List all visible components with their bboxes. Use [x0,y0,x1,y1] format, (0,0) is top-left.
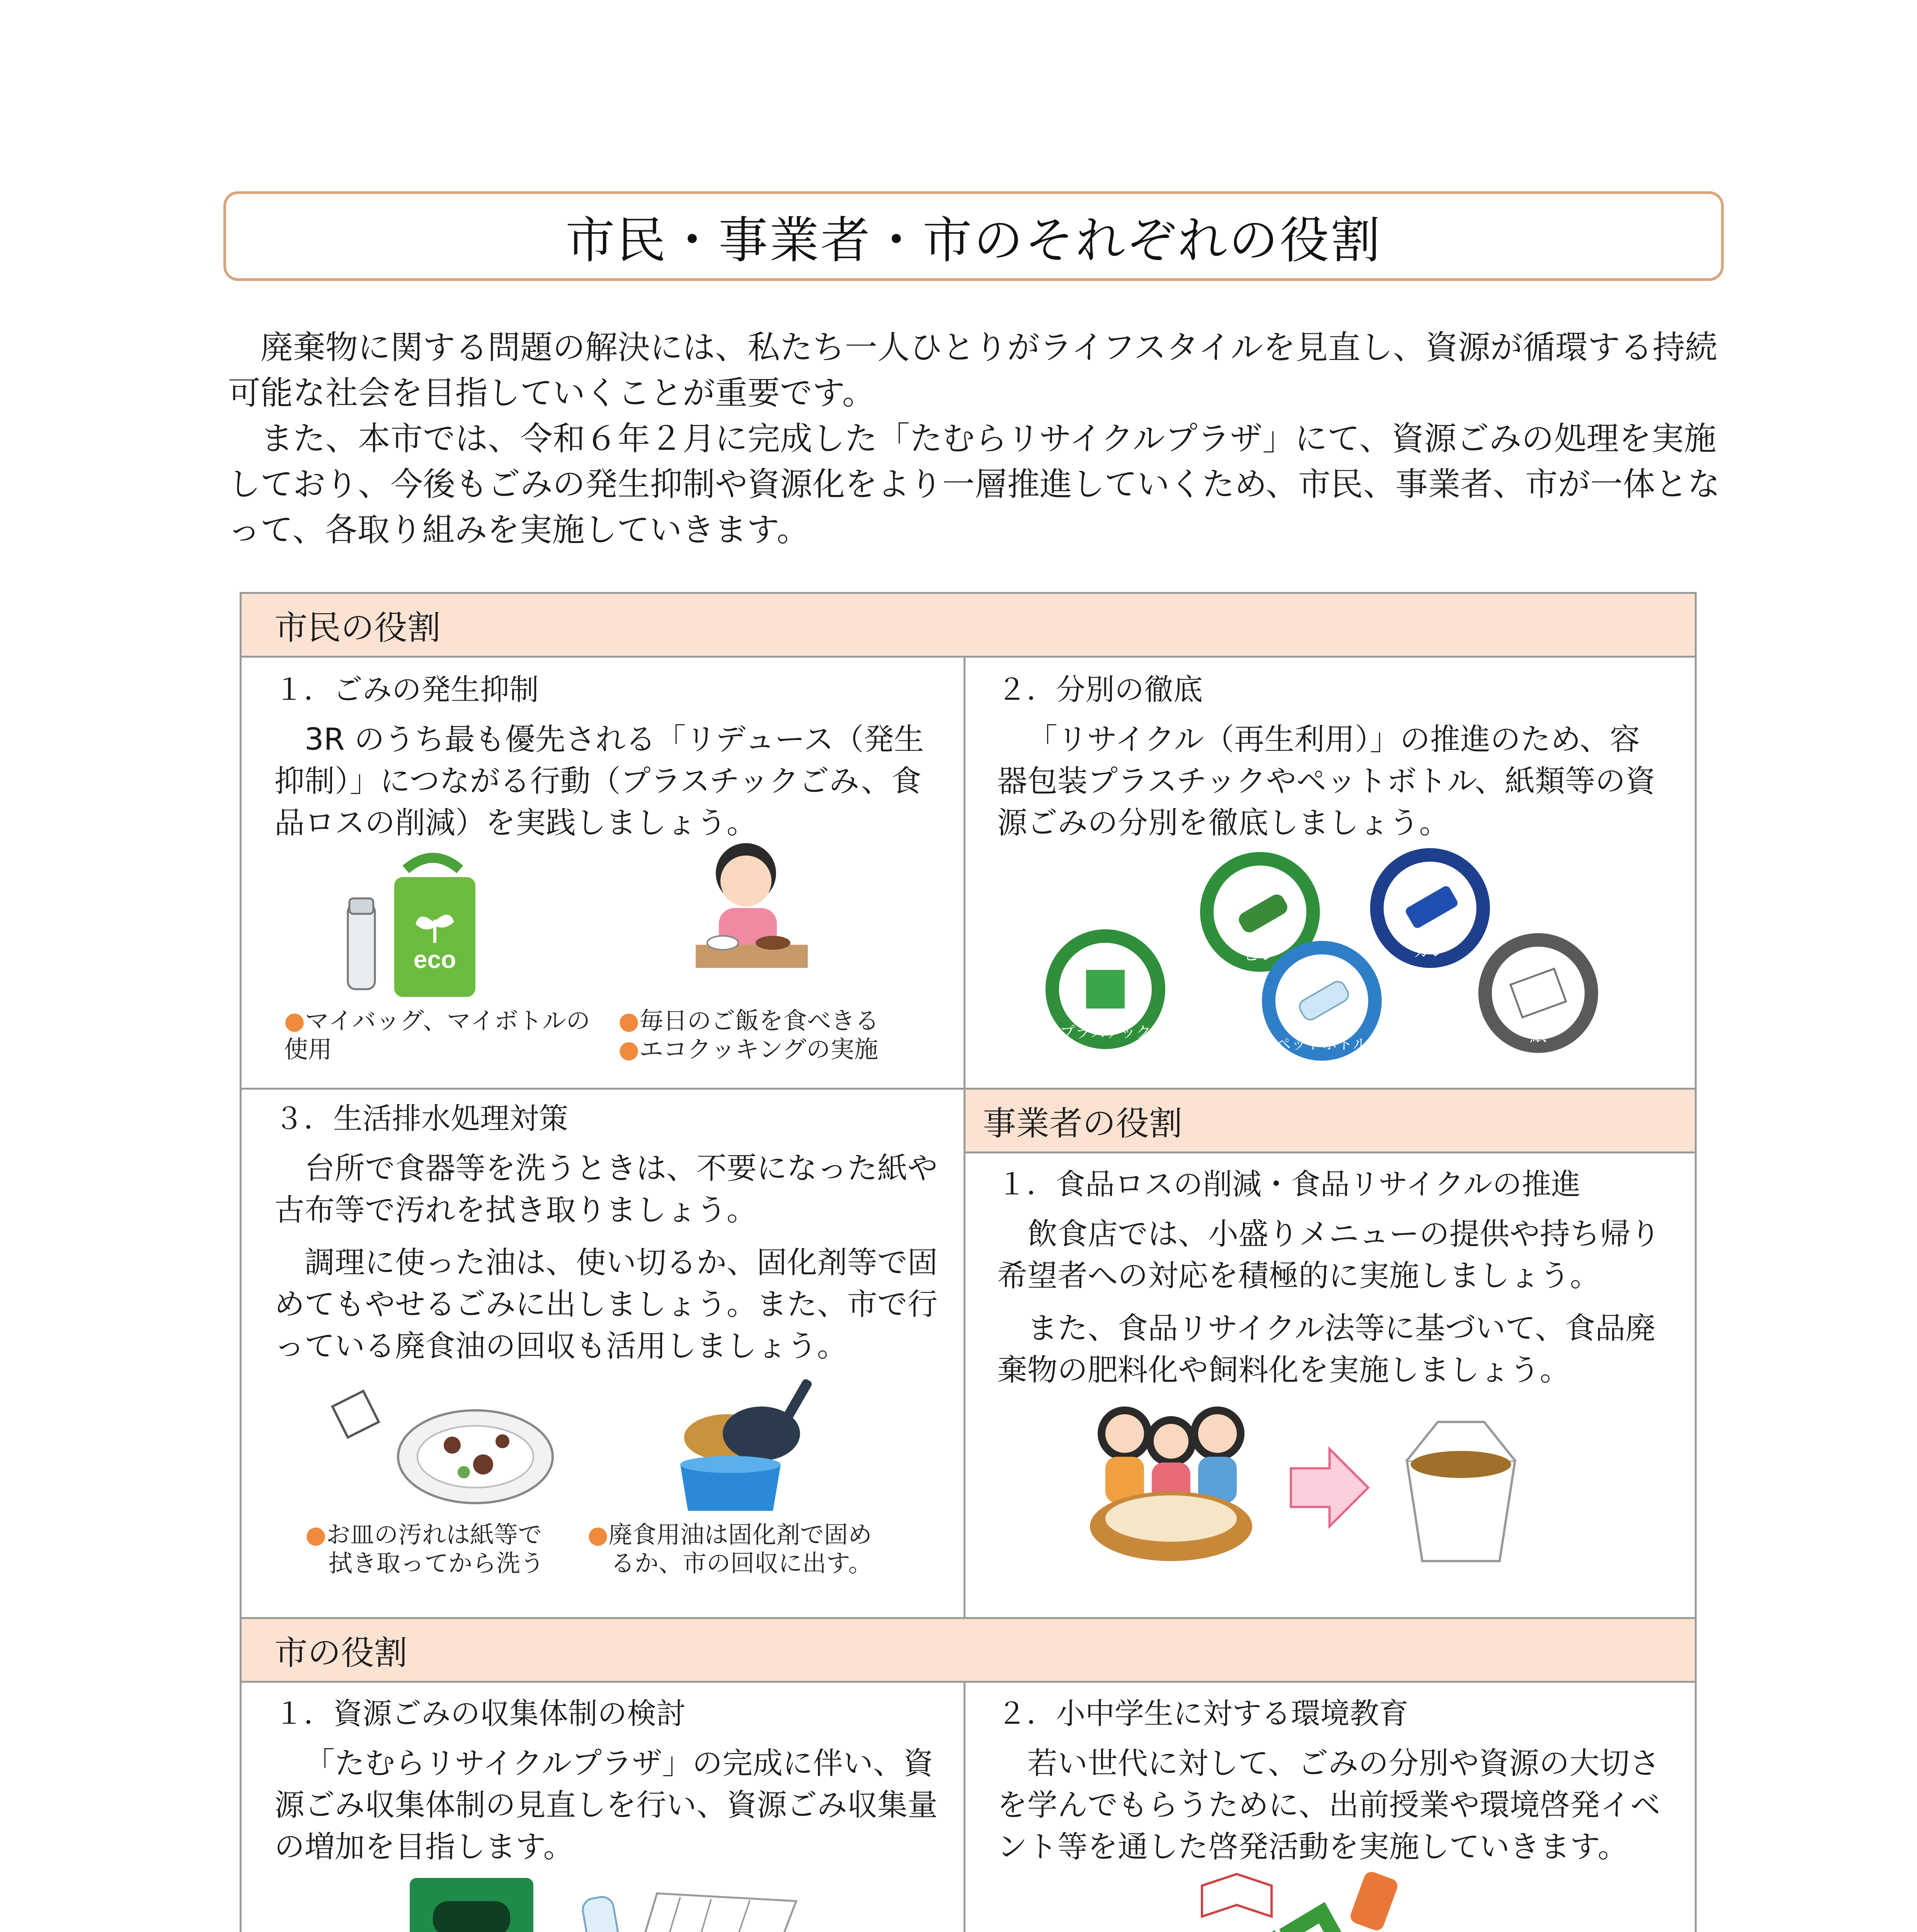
business-heading [964,1088,1697,1153]
citizen-item-1-text: 3R のうち最も優先される「リデュース（発生抑制）」につながる行動（プラスチックごみ、食品ロスの削減）を実践しましょう。 [274,722,924,840]
arrow-right-icon [1291,1449,1368,1526]
city-item-1-title: １．資源ごみの収集体制の検討 [274,1696,686,1731]
eco-bag-bottle-illustration [344,858,529,1005]
eco-bag-label: eco [413,946,456,973]
caption-eat-line1: 毎日のご飯を食べきる [639,1007,879,1035]
citizen-item-2 [997,668,1662,855]
family-meal-illustration [1090,1399,1554,1569]
bullet-dot: ● [618,1007,640,1035]
bin-paper-label: 紙 [1530,1026,1547,1046]
caption-oil-line1: 廃食用油は固化剤で固め [608,1520,872,1549]
bin-plastic [1045,929,1165,1049]
city-item-1-text: 「たむらリサイクルプラザ」の完成に伴い、資源ごみ収集体制の見直しを行い、資源ごみ収集量の増加を目指します。 [274,1746,938,1864]
bin-pet-label: ペットボトル [1275,1035,1368,1053]
bin-bottle-label: ビン [1243,945,1277,964]
citizen-item-3-title: ３．生活排水処理対策 [274,1101,568,1136]
caption-plate-line1: お皿の汚れは紙等で [326,1520,542,1549]
bin-can-label: カン [1413,941,1447,961]
caption-oil [587,1520,897,1578]
citizen-heading [240,592,1697,658]
city-item-2-text: 若い世代に対して、ごみの分別や資源の大切さを学んでもらうために、出前授業や環境啓発イベント等を通した啓発活動を実施していきます。 [997,1746,1661,1864]
bin-can [1370,848,1490,968]
bullet-dot: ● [587,1520,609,1549]
title-box [223,191,1724,281]
city-item-2 [997,1692,1662,1879]
recycle-cycle-illustration [1194,1859,1434,1932]
oil-pan-illustration [665,1368,843,1519]
bullet-dot: ● [618,1035,640,1063]
citizen-item-1 [274,668,939,855]
bin-pet [1262,941,1382,1061]
city-item-1 [274,1692,939,1879]
recycling-box-illustration [410,1870,827,1932]
plate-wipe-illustration [317,1383,557,1511]
paper-carton-icon [634,1893,796,1932]
bullet-dot: ● [284,1007,305,1035]
caption-plate-line2: 拭き取ってから洗う [329,1549,545,1577]
paper-icon [332,1391,379,1437]
bin-paper [1478,933,1598,1053]
citizen-item-2-text: 「リサイクル（再生利用）」の推進のため、容器包装プラスチックやペットボトル、紙類等の資源ごみの分別を徹底しましょう。 [997,722,1656,840]
bin-plastic-label: プラスチック [1059,1024,1151,1041]
book-icon [1202,1874,1272,1917]
business-item-1-text-1: 飲食店では、小盛りメニューの提供や持ち帰り希望者への対応を積極的に実施しましょう。 [997,1217,1661,1293]
city-item-2-title: ２．小中学生に対する環境教育 [997,1696,1408,1731]
business-item-1-text-2: また、食品リサイクル法等に基づいて、食品廃棄物の肥料化や飼料化を実施しましょう。 [997,1311,1656,1388]
caption-oil-line2: るか、市の回収に出す。 [611,1549,873,1577]
citizen-item-3-text-2: 調理に使った油は、使い切るか、固化剤等で固めてもやせるごみに出しましょう。また、市で行っている廃食油の回収も活用しましょう。 [274,1245,938,1364]
citizen-item-1-title: １．ごみの発生抑制 [274,672,539,707]
girl-eating-illustration [688,838,815,989]
city-heading-text: 市の役割 [274,1634,407,1672]
bottle-icon [348,904,375,989]
intro-paragraph-1: 廃棄物に関する問題の解決には、私たち一人ひとりがライフスタイルを見直し、資源が循環する持続可能な社会を目指していくことが重要です。 [228,328,1718,412]
page-title: 市民・事業者・市のそれぞれの役割 [565,212,1382,269]
caption-eat-line2: エコクッキングの実施 [639,1035,878,1063]
citizen-heading-text: 市民の役割 [274,609,441,647]
divider-v2 [964,1681,965,1932]
caption-mybag [284,1007,593,1064]
citizen-item-2-title: ２．分別の徹底 [997,672,1203,707]
business-item-1-title: １．食品ロスの削減・食品リサイクルの推進 [997,1167,1581,1201]
caption-eat [618,1007,928,1064]
city-heading [240,1617,1697,1683]
business-heading-text: 事業者の役割 [983,1104,1182,1143]
intro [228,325,1728,553]
can-icon [1348,1870,1399,1932]
citizen-item-3-text-1: 台所で食器等を洗うときは、不要になった紙や古布等で汚れを拭き取りましょう。 [274,1151,938,1228]
sorting-bins-illustration [1044,846,1631,1063]
caption-mybag-text: マイバッグ、マイボトルの使用 [284,1007,590,1063]
pet-bottle-icon [581,1895,625,1932]
business-item-1 [997,1163,1662,1402]
bullet-dot: ● [305,1520,327,1549]
intro-paragraph-2: また、本市では、令和６年２月に完成した「たむらリサイクルプラザ」にて、資源ごみの処理を実施しており、今後もごみの発生抑制や資源化をより一層推進していくため、市民、事業者、市が一体となって、各取り組みを実施していきます。 [228,420,1720,549]
caption-plate [305,1520,599,1578]
citizen-item-3 [274,1097,939,1378]
